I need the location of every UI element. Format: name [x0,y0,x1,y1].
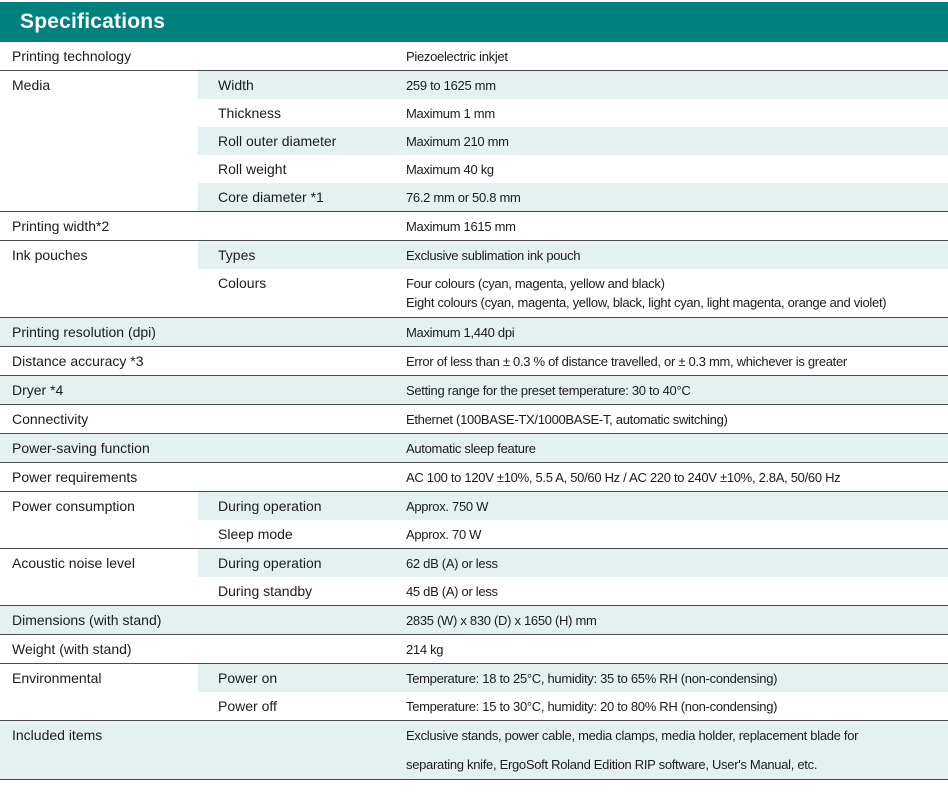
category-cell [0,42,198,70]
category-cell [0,664,198,692]
value-cell [406,212,948,240]
subcategory-cell [198,606,406,634]
value-cell [406,376,948,404]
subcategory-label: Power on [218,670,278,686]
subcategory-cell [198,721,406,779]
value-cell [406,71,948,99]
spec-group [0,664,948,721]
table-row [0,212,948,240]
value-cell [406,318,948,346]
subcategory-label: During operation [218,555,322,571]
value-text: Piezoelectric inkjet [406,48,508,64]
value-cell [406,721,948,779]
table-row [0,318,948,346]
value-text: Ethernet (100BASE-TX/1000BASE-T, automatic switching) [406,411,728,427]
category-cell [0,347,198,375]
table-row [0,71,948,99]
subcategory-cell [198,318,406,346]
category-label: Media [12,77,51,93]
section-header-bar [0,2,948,42]
value-text: Approx. 750 W [406,498,489,514]
subcategory-cell [198,42,406,70]
table-row [0,492,948,520]
table-row [0,577,948,605]
value-cell [406,606,948,634]
subcategory-label: During operation [218,498,322,514]
table-row [0,606,948,634]
spec-group [0,347,948,376]
table-row [0,42,948,70]
value-text: 259 to 1625 mm [406,77,496,93]
table-row [0,721,948,779]
spec-group [0,376,948,405]
value-cell [406,405,948,433]
subcategory-cell [198,520,406,548]
category-cell [0,376,198,404]
subcategory-cell [198,405,406,433]
subcategory-cell [198,577,406,605]
value-text: 76.2 mm or 50.8 mm [406,189,521,205]
spec-group [0,42,948,71]
table-row [0,347,948,375]
subcategory-cell [198,434,406,462]
value-text: Maximum 40 kg [406,161,494,177]
category-cell [0,520,198,548]
value-text: Four colours (cyan, magenta, yellow and black) [406,276,665,291]
value-text: Maximum 1 mm [406,105,495,121]
value-cell [406,269,948,317]
subcategory-label: Thickness [218,105,282,121]
subcategory-label: Width [218,77,254,93]
table-row [0,99,948,127]
page-title: Specifications [20,10,166,33]
subcategory-cell [198,664,406,692]
category-label: Connectivity [12,411,89,427]
subcategory-cell [198,376,406,404]
value-text: Error of less than ± 0.3 % of distance travelled, or ± 0.3 mm, whichever is greater [406,353,847,369]
value-text: 45 dB (A) or less [406,583,498,599]
subcategory-cell [198,463,406,491]
value-text: AC 100 to 120V ±10%, 5.5 A, 50/60 Hz / AC 220 to 240V ±10%, 2.8A, 50/60 Hz [406,469,841,485]
category-cell [0,183,198,211]
value-text: Maximum 1,440 dpi [406,324,515,340]
table-row [0,635,948,663]
value-cell [406,347,948,375]
value-cell [406,492,948,520]
category-label: Printing resolution (dpi) [12,324,156,340]
value-text: Maximum 1615 mm [406,218,516,234]
value-cell [406,549,948,577]
value-text: Exclusive sublimation ink pouch [406,247,581,263]
subcategory-label: Roll outer diameter [218,133,337,149]
value-cell [406,434,948,462]
value-text: 214 kg [406,641,444,657]
category-cell [0,99,198,127]
subcategory-label: Roll weight [218,161,287,177]
value-text: 2835 (W) x 830 (D) x 1650 (H) mm [406,612,597,628]
spec-group [0,635,948,664]
category-label: Included items [12,727,103,743]
table-row [0,241,948,269]
value-cell [406,463,948,491]
spec-group [0,241,948,318]
category-label: Power requirements [12,469,138,485]
spec-group [0,492,948,549]
value-text: 62 dB (A) or less [406,555,498,571]
subcategory-cell [198,155,406,183]
value-text: separating knife, ErgoSoft Roland Edition RIP software, User's Manual, etc. [406,757,818,772]
table-row [0,269,948,317]
value-cell [406,520,948,548]
category-label: Weight (with stand) [12,641,132,657]
subcategory-label: Types [218,247,256,263]
value-cell [406,127,948,155]
spec-group [0,71,948,212]
spec-group [0,434,948,463]
value-text: Temperature: 15 to 30°C, humidity: 20 to 80% RH (non-condensing) [406,698,778,714]
category-label: Power-saving function [12,440,150,456]
subcategory-cell [198,212,406,240]
value-cell [406,635,948,663]
value-text: Setting range for the preset temperature: 30 to 40°C [406,382,691,398]
table-row [0,183,948,211]
table-row [0,127,948,155]
table-row [0,692,948,720]
value-cell [406,42,948,70]
spec-group [0,606,948,635]
subcategory-label: Colours [218,275,267,291]
subcategory-label: During standby [218,583,313,599]
category-label: Dryer *4 [12,382,64,398]
value-cell [406,241,948,269]
category-cell [0,721,198,779]
category-cell [0,405,198,433]
category-cell [0,269,198,317]
subcategory-cell [198,71,406,99]
spec-group [0,721,948,780]
category-cell [0,127,198,155]
table-row [0,405,948,433]
value-cell [406,155,948,183]
category-cell [0,549,198,577]
category-cell [0,241,198,269]
table-row [0,463,948,491]
category-cell [0,71,198,99]
category-label: Environmental [12,670,102,686]
category-label: Acoustic noise level [12,555,135,571]
category-label: Power consumption [12,498,135,514]
category-cell [0,492,198,520]
value-text: Eight colours (cyan, magenta, yellow, black, light cyan, light magenta, orange and violet) [406,295,887,310]
value-text: Maximum 210 mm [406,133,509,149]
value-text: Temperature: 18 to 25°C, humidity: 35 to 65% RH (non-condensing) [406,670,778,686]
subcategory-label: Sleep mode [218,526,293,542]
table-row [0,664,948,692]
subcategory-cell [198,241,406,269]
category-cell [0,577,198,605]
subcategory-cell [198,127,406,155]
category-label: Distance accuracy *3 [12,353,144,369]
value-text: Automatic sleep feature [406,440,536,456]
category-cell [0,318,198,346]
value-cell [406,577,948,605]
subcategory-cell [198,347,406,375]
category-label: Ink pouches [12,247,88,263]
value-cell [406,692,948,720]
value-cell [406,183,948,211]
subcategory-cell [198,183,406,211]
table-row [0,376,948,404]
category-cell [0,606,198,634]
value-cell [406,664,948,692]
subcategory-cell [198,549,406,577]
category-label: Printing width*2 [12,218,110,234]
subcategory-label: Power off [218,698,277,714]
table-row [0,549,948,577]
table-row [0,434,948,462]
spec-table [0,42,948,780]
category-cell [0,635,198,663]
table-row [0,520,948,548]
spec-group [0,318,948,347]
category-label: Dimensions (with stand) [12,612,162,628]
category-cell [0,692,198,720]
subcategory-label: Core diameter *1 [218,189,324,205]
category-cell [0,434,198,462]
spec-group [0,212,948,241]
spec-group [0,463,948,492]
subcategory-cell [198,269,406,317]
value-cell [406,99,948,127]
table-row [0,155,948,183]
category-label: Printing technology [12,48,132,64]
category-cell [0,155,198,183]
subcategory-cell [198,692,406,720]
subcategory-cell [198,635,406,663]
spec-group [0,405,948,434]
spec-group [0,549,948,606]
subcategory-cell [198,492,406,520]
subcategory-cell [198,99,406,127]
category-cell [0,463,198,491]
value-text: Exclusive stands, power cable, media clamps, media holder, replacement blade for [406,728,859,743]
category-cell [0,212,198,240]
value-text: Approx. 70 W [406,526,482,542]
